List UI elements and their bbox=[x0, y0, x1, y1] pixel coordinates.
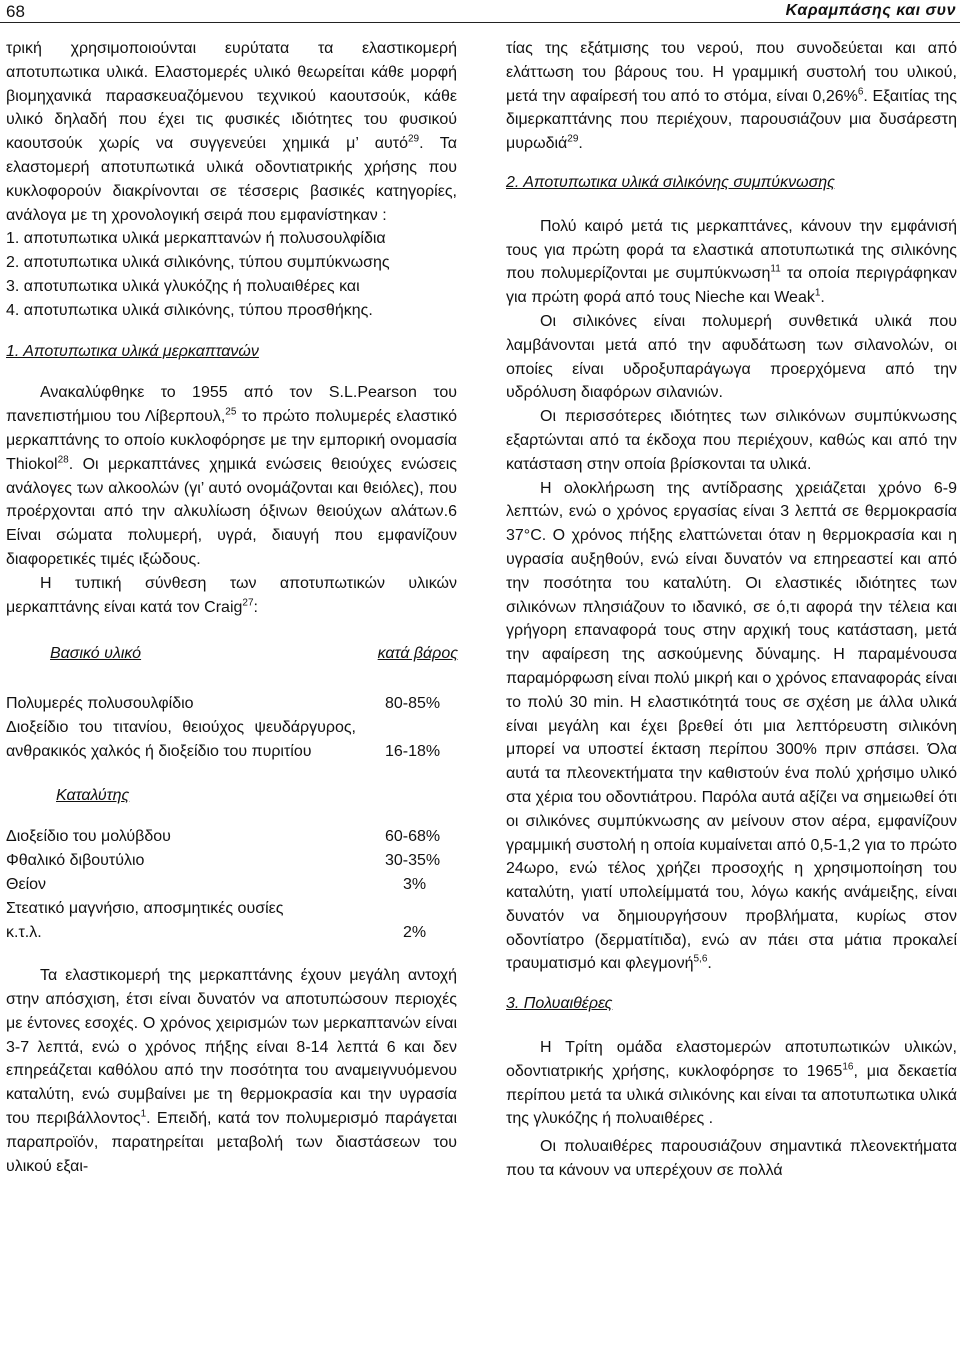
component-name: κ.τ.λ. bbox=[6, 923, 42, 941]
polyether-intro-paragraph: Η Τρίτη ομάδα ελαστομερών αποτυπωτικών υλικών, οδοντιατρικής χρήσης, κυκλοφόρησε το 1965$^{16}$, μια δεκαετία περίπου μετά τα υλικά σιλικόνης και είναι τα αποτυπωτικα υλικά της γλυκόζης ή πολυαιθέρες . bbox=[506, 1039, 957, 1128]
running-head: Καραμπάσης και συν bbox=[785, 2, 956, 19]
table-row bbox=[6, 849, 457, 873]
left-column bbox=[6, 37, 457, 1178]
component-percent: 80-85% bbox=[385, 695, 441, 713]
composition-table bbox=[6, 642, 457, 944]
table-row bbox=[6, 825, 457, 849]
mercaptan-properties-paragraph: Τα ελαστικομερή της μερκαπτάνης έχουν μεγάλη αντοχή στην απόσχιση, έτσι είναι δυνατόν να αποτυπώσουν περιοχές με έντονες εσοχές. Ο χρόνος χειρισμών των μερκαπτανών είναι 3-7 λεπτά, ενώ ο χρόνος πήξης είναι 8-14 λεπτά 6 και δεν επηρεάζεται καθόλου από την ποσότητα του αναμειγνυόμενου καταλύτη, ενώ συμβαίνει με τη θερμοκρασία και την υγρασία του περιβάλλοντος$^1$. Επειδή, κατά τον πολυμερισμό παράγεται παραπροϊόν, παρατηρείται μεταβολή των διαστάσεων του υλικού εξαι- bbox=[6, 967, 457, 1175]
component-name: Πολυμερές πολυσουλφίδιο bbox=[6, 695, 194, 713]
component-percent: 3% bbox=[403, 875, 427, 893]
component-name: Διοξείδιο του μολύβδου bbox=[6, 828, 171, 846]
component-percent: 2% bbox=[403, 923, 427, 941]
component-name: Θείον bbox=[6, 875, 47, 893]
column-header-material: Βασικό υλικό bbox=[50, 645, 142, 663]
component-name: Στεατικό μαγνήσιο, αποσμητικές ουσίες bbox=[6, 899, 284, 917]
section-heading-polyethers: 3. Πολυαιθέρες bbox=[506, 995, 613, 1013]
intro-paragraph: τρική χρησιμοποιούνται ευρύτατα τα ελαστικομερή αποτυπωτικα υλικά. Ελαστομερές υλικό θεωρείται κάθε μορφή βιομηχανικά παρασκευαζόμενου τεχνικού καουτσούκ, κάθε υλικό δηλαδή που έχει τις φυσικές ιδιότητες του φυσικού καουτσούκ χωρίς να συγγενεύει χημικά μ’ αυτό$^{29}$. Τα ελαστομερή αποτυπωτικά υλικά οδοντιατρικής χρήσης που κυκλοφορούν διακρίνονται σε τέσσερις βασικές κατηγορίες, ανάλογα με τη χρονολογική σειρά που εμφανίστηκαν : bbox=[6, 40, 458, 224]
component-percent: 30-35% bbox=[385, 852, 441, 870]
table-header bbox=[50, 642, 458, 666]
right-column bbox=[506, 37, 957, 1183]
page-header bbox=[0, 0, 960, 24]
section-heading-mercaptans: 1. Αποτυπωτικα υλικά μερκαπτανών bbox=[6, 342, 259, 360]
list-item: 3. αποτυπωτικα υλικά γλυκόζης ή πολυαιθέρες και bbox=[6, 277, 360, 295]
composition-intro: Η τυπική σύνθεση των αποτυπωτικών υλικών μερκαπτάνης είναι κατά τον Craig$^{27}$: bbox=[6, 574, 457, 616]
table-row bbox=[6, 692, 457, 716]
component-percent: 60-68% bbox=[385, 828, 441, 846]
table-row bbox=[6, 873, 457, 897]
mercaptan-history-paragraph: Ανακαλύφθηκε το 1955 από τον S.L.Pearson του πανεπιστήμιου του Λίβερπουλ,$^{25}$ το πρώτο πολυμερές ελαστικό μερκαπτάνης το οποίο κυκλοφόρησε με την εμπορική ονομασία Thiokol$^{28}$. Οι μερκαπτάνες χημικά ενώσεις θειούχες ενώσεις ανάλογες των αλκοολών (γι’ αυτό ονομάζονται και θειόλες), που προέρχονται από την αλκυλίωση όξινων θειούχων αλάτων.6 Είναι σώματα πολυμερή, υγρά, διαυγή που εμφανίζουν διαφορετικές τιμές ιξώδους. bbox=[6, 384, 457, 568]
silicone-intro-paragraph: Πολύ καιρό μετά τις μερκαπτάνες, κάνουν την εμφάνισή τους για πρώτη φορά τα ελαστικά αποτυπωτικά της σιλικόνης που πολυμερίζονται με συμπύκνωση$^{11}$ τα οποία περιγράφηκαν για πρώτη φορά από τους Nieche και Weak$^1$. bbox=[506, 217, 958, 307]
silicone-properties-paragraph: Οι περισσότερες ιδιότητες των σιλικόνων συμπύκνωσης εξαρτώνται από τα έκδοχα που περιέχουν, καθώς και από την κατάσταση στην οποία βρίσκονται τα υλικά. bbox=[506, 408, 957, 473]
section-heading-condensation-silicones: 2. Αποτυπωτικα υλικά σιλικόνης συμπύκνωσης bbox=[506, 173, 835, 191]
silicone-definition-paragraph: Οι σιλικόνες είναι πολυμερή συνθετικά υλικά που λαμβάνονται μετά από την αφυδάτωση των σιλανολών, οι οποίες είναι υδροξυπαράγωγα προερχόμενα από την υδρόλυση διαφόρων σιλανιών. bbox=[506, 312, 957, 402]
table-row bbox=[6, 897, 457, 921]
table-row bbox=[6, 716, 457, 764]
category-list bbox=[6, 227, 457, 322]
silicone-reaction-paragraph: Η ολοκλήρωση της αντίδρασης χρειάζεται χρόνο 6-9 λεπτών, ενώ ο χρόνος εργασίας είναι 3 λεπτά σε θερμοκρασία 37°C. Ο χρόνος πήξης ελαττώνεται όταν η θερμοκρασία και η υγρασία αυξηθούν, ενώ είναι δυνατόν να επηρεαστεί και από την ποσότητα του καταλύτη. Οι ελαστικές ιδιότητες των σιλικόνων πλησιάζουν το ιδανικό, σε ό,τι αφορά την τέλεια και γρήγορη επαναφορά τους στην αρχική τους κατάσταση, μετά την αφαίρεση της ασκούμενης δύναμης. Η παραμένουσα παραμόρφωση είναι πολύ μικρή και ο χρόνος επαναφοράς είναι το πολύ 30 min. Η ελαστικότητά τους σε σχέση με άλλα υλικά είναι μεγάλη και έχει βρεθεί ότι μια λεπτόρευστη σιλικόνη μπορεί να υποστεί έκταση περίπου 300% πριν σπάσει. Όλα αυτά τα πλεονεκτήματα την καθιστούν ένα πολύ χρήσιμο υλικό στα χέρια του οδοντιάτρου. Παρόλα αυτά αξίζει να σημειωθεί ότι οι σιλικόνες συμπύκνωσης αν μείνουν στον αέρα, εμφανίζουν γραμμική συστολή η οποία κυμαίνεται από 0,5-1,2 για το πρώτο 24ωρο, ενώ τέλος χρήζει προσοχής η χρησιμοποίηση του καταλύτη, γιατί υπολείμματά του, λόγω κακής ανάμειξης, είναι δυνατόν να δημιουργήσουν προβλήματα, κυρίως στον οδοντίατρο (δερματίτιδα), ενώ αν πάει στα μάτια προκαλεί τραυματισμό και φλεγμονή$^{5,6}$. bbox=[506, 479, 957, 973]
component-name: Φθαλικό διβουτύλιο bbox=[6, 852, 145, 870]
list-item: 1. αποτυπωτικα υλικά μερκαπτανών ή πολυσουλφίδια bbox=[6, 230, 386, 248]
polyether-advantages-paragraph: Οι πολυαιθέρες παρουσιάζουν σημαντικά πλεονεκτήματα που τα κάνουν να υπερέχουν σε πολλά bbox=[506, 1138, 957, 1180]
component-percent: 16-18% bbox=[385, 742, 441, 760]
list-item: 2. αποτυπωτικα υλικά σιλικόνης, τύπου συμπύκνωσης bbox=[6, 254, 390, 272]
catalyst-heading: Καταλύτης bbox=[56, 786, 130, 804]
list-item: 4. αποτυπωτικα υλικά σιλικόνης, τύπου προσθήκης. bbox=[6, 301, 373, 319]
component-name: Διοξείδιο του τιτανίου, θειούχος ψευδάργυρος, ανθρακικός χαλκός ή διοξείδιο του πυριτίου bbox=[6, 718, 356, 760]
table-row bbox=[6, 921, 457, 945]
continued-paragraph: τίας της εξάτμισης του νερού, που συνοδεύεται και από ελάττωση του βάρους του. Η γραμμική συστολή του υλικού, μετά την αφαίρεσή του από το στόμα, είναι 0,26%$^6$. Εξαιτίας της διμερκαπτάνης που περιέχουν, παρουσιάζουν μια δυσάρεστη μυρωδιά$^{29}$. bbox=[506, 40, 958, 153]
page-number: 68 bbox=[6, 2, 25, 21]
column-header-weight: κατά βάρος bbox=[377, 645, 458, 663]
header-rule bbox=[0, 22, 960, 23]
